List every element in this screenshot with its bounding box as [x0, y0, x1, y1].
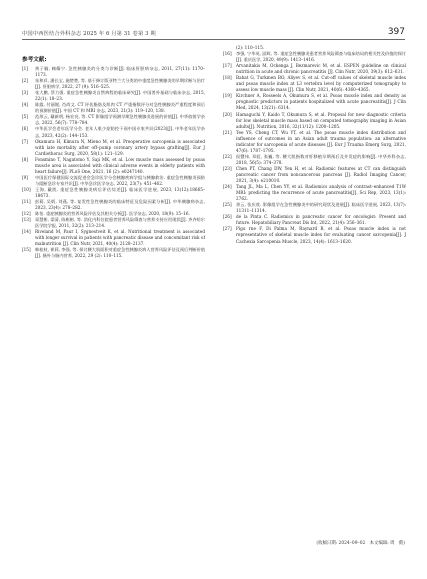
- reference-number: [24]: [223, 184, 232, 190]
- reference-number: [6]: [22, 126, 28, 132]
- page-header: [22, 25, 405, 40]
- reference-item: [223, 202, 406, 214]
- reference-text: 陈怡. 重症胰腺炎的营养风险评估及其相关分析[J]. 医学杂志, 2020, 18(9): 15–16.: [35, 211, 190, 217]
- reference-number: [23]: [223, 165, 232, 171]
- reference-item: [22, 157, 205, 175]
- reference-number: [7]: [22, 138, 28, 144]
- reference-text: 朱和祥, 潘长宝, 施楚楚, 等. 基于修订版亚特兰大分类的中重度急性胰腺炎的早期诊断与治疗[J]. 肝胆病学, 2022, 27 (9): 516–525.: [35, 78, 205, 90]
- reference-text: 中华医学会老年医学分会. 老年人肌少症防控干预中国专家共识(2023)[J]. 中华老年医学杂志, 2023, 42(2): 144–153.: [35, 126, 205, 138]
- reference-text: Arvanitakis M, Ockenga J, Bezmarevic M, et al. ESPEN guideline on clinical nutrition in acute and chronic pancreatitis [J]. Clin Nutr, 2020, 39(3): 612–631.: [236, 63, 406, 75]
- reference-item: [22, 175, 205, 187]
- reference-text: Fonsmino T, Nagatomo Y, Saji MK, et al. Low muscle mass assessed by psoas muscle area is associated with clinical adverse events in elderly patients with heart failure[J]. PLoS One, 2021, 16 (2): e0247140.: [35, 156, 205, 174]
- reference-text: Tang JL, Ma L, Chen YY, et al. Radiomics analysis of contrast–enhanced T1W MRI: predicting the recurrence of acute pancreatitis[J]. Sci Rep, 2023, 13(1): 2762.: [236, 184, 406, 202]
- reference-number: [11]: [22, 199, 31, 205]
- reference-item: [22, 78, 205, 90]
- reference-item: [22, 66, 205, 78]
- reference-item: [22, 187, 205, 199]
- reference-number: [12]: [22, 211, 31, 217]
- reference-number: [13]: [22, 217, 31, 223]
- reference-item: [22, 247, 205, 259]
- reference-number: [1]: [22, 66, 28, 71]
- reference-item: [223, 75, 406, 93]
- reference-number: [20]: [223, 111, 232, 117]
- reference-item: [22, 114, 205, 126]
- reference-item: [22, 199, 205, 211]
- reference-item: [223, 93, 406, 111]
- reference-text: 余云, 张庆欣. 影像组学在急性胰腺炎中的研究现状及进展[J]. 临床医学进展, 2023, 13(7): 11311–11314.: [236, 202, 406, 214]
- reference-text: Okamura H, Kimura N, Mieno M, et al. Preoperative sarcopenia is associated with late mortality after off–pump coronary artery bypass grafting[J]. Eur J Cardiothorac Surg, 2020, 58(1): 121–129.: [35, 138, 205, 156]
- reference-item: [223, 184, 406, 202]
- reference-text: Riveland M, Paur I, Sygnestveit K, et al. Nutritional treatment is associated with longer survival in patients with pancreatic disease and concomitant risk of malnutrition [J]. Clin Nutr, 2021, 40(4): 2128–2137.: [35, 229, 205, 247]
- reference-item: [223, 112, 406, 130]
- reference-number: [21]: [223, 129, 232, 135]
- reference-list-left: [22, 66, 205, 260]
- reference-item: [223, 226, 406, 244]
- reference-item: [223, 214, 406, 226]
- journal-running-title: 中国中西医结合外科杂志 2025 年 6 月第 31 卷第 3 期: [22, 31, 156, 37]
- reference-text: 黄子稿, 赖耀宁. 急性胰腺炎的分类与诊断[J]. 临床肝胆病杂志, 2011, 27(11): 1170–1173.: [35, 66, 205, 78]
- reference-text: 陈露, 付丽媛, 肖尚文. CT 评估脂肪及肌肉 CT 严重指数评分对急性胰腺炎严重程度和预后的预测价值[J]. 中国 CT 和 MRI 杂志, 2023, 21(3): 119–120, 138.: [35, 102, 205, 114]
- reference-item: [22, 217, 205, 229]
- reference-number: [8]: [22, 156, 28, 162]
- reference-number: [18]: [223, 75, 232, 81]
- received-date-note: (收稿日期: 2024–09–02 本文编辑: 周 鹤): [316, 541, 405, 546]
- reference-text: Pigu rne F, Di Palma M, Raynard B, et al. Psoas muscle index is not representative of skeletal muscle index for evaluating cancer sarcopenia[J]. J Cachexia Sarcopenia Muscle, 2023, 14(4): 1613–1620.: [236, 226, 406, 244]
- reference-number: [9]: [22, 174, 28, 180]
- reference-number: [27]: [223, 226, 232, 232]
- reference-item: [223, 130, 406, 154]
- reference-number: [16]: [223, 51, 232, 57]
- reference-item: [223, 154, 406, 166]
- reference-text: 范琼云, 戴新明, 杨宏亮, 等. CT 影像组学预测早期急性胰腺炎进展的价值[J]. 中华放射学杂志, 2022, 56(7): 778–784.: [35, 114, 205, 126]
- reference-text: 彭莉, 吴炳, 刘燕, 等. 复发性急性胰腺炎的临床特征及危险因素分析[J]. 中华胰腺病杂志, 2023, 23(4): 278–282.: [35, 199, 205, 211]
- reference-text: 张大鹏, 蔡力强. 重症急性胰腺炎自然病程的临床研究[J]. 中国普外基础与临床杂志, 2015, 22(1): 18–23.: [35, 90, 205, 102]
- reference-text: Kirchner A, Rosseels A, Okumura S, et al. Psoas muscle index and density as prognostic predictors in patients hospitalized with acute pancreatitis[J]. J Clin Med, 2024, 13(21): 6314.: [236, 93, 406, 111]
- reference-item: [22, 229, 205, 247]
- reference-item: [223, 63, 406, 75]
- reference-number: [2]: [22, 78, 28, 84]
- reference-text: 王海, 戴凯. 重症急性胰腺炎病后评估综述[J]. 临床医学进展, 2023, 13(12):18665–18673.: [35, 186, 205, 198]
- reference-text: Hamaguchi Y, Kaido T, Okumura S, et al. Proposal for new diagnostic criteria for low skeletal muscle mass based on computed tomography imaging in Asian adults[J]. Nutrition, 2016, 32(11/12): 1200–1205.: [236, 111, 406, 129]
- reference-text: Bahat G, Turkmen BO, Aliyev S, et al. Cut-off values of skeletal muscle index and psoas muscle index at L3 vertebra level by computerized tomography to assess low muscle mass [J]. Clin Nutr, 2021, 40(6): 4360–4365.: [236, 75, 406, 93]
- reference-item: [22, 90, 205, 102]
- reference-number: [25]: [223, 202, 232, 208]
- reference-number: [5]: [22, 114, 28, 120]
- page-number: 397: [387, 27, 405, 37]
- reference-item: [22, 102, 205, 114]
- reference-item: [223, 166, 406, 184]
- reference-text: Tee YS, Cheng CT, Wu YT, et al. The psoas muscle index distribution and influence of outcomes in an Asian adult trauma population: an alternative indicator for sarcopenia of acute diseases [J]. Eur J Trauma Emerg Surg, 2021, 47(6): 1787–1795.: [236, 129, 406, 153]
- reference-text: (2): 110–115.: [236, 45, 265, 50]
- right-column: [223, 45, 406, 245]
- reference-number: [10]: [22, 186, 31, 192]
- reference-list-right: [223, 45, 406, 245]
- reference-text: de la Pinta C. Radiomics in pancreatic cancer for oncologist: Present and future. Hepatobiliary Pancreat Dis Int, 2022, 21(4): 356–361.: [236, 214, 406, 226]
- reference-text: 章慧彬, 梁清, 陈彬彬, 等. 消化内科住院患者营养风险筛查与营养支持应用现状[J]. 齐齐哈尔医学院学报, 2011, 32(2): 213–214.: [35, 217, 205, 229]
- reference-number: [19]: [223, 93, 232, 99]
- reference-text: 李强, 宁华英, 邱辉, 等. 重症急性胰腺炎患者营养风险筛查与临床结局的相关性及价值的探讨 [J]. 重庆医学, 2020, 49(9): 1413–1416.: [236, 51, 406, 63]
- reference-number: [26]: [223, 214, 232, 220]
- reference-item: [22, 126, 205, 138]
- reference-number: [3]: [22, 90, 28, 96]
- reference-number: [4]: [22, 102, 28, 108]
- references-heading: 参考文献:: [22, 57, 47, 63]
- reference-number: [15]: [22, 247, 31, 253]
- reference-text: 韩桂枝, 崔莉, 李强, 等. 探讨腰大肌面积对重症急性胰腺炎病人营养风险评估及预后判断价值[J]. 肠外与肠内营养, 2022, 29 (2): 110–115.: [35, 247, 205, 259]
- reference-text: 中国医疗保健国际交流促进会急诊医学分会胰腺疾病学组与胰腺救治. 重症急性胰腺炎预防与阻断急诊专家共识[J]. 中华急诊医学杂志, 2022, 23(7): 451–462.: [35, 174, 205, 186]
- reference-number: [22]: [223, 153, 232, 159]
- reference-text: 侯豐伟, 邓虹, 张巍, 等. 腰大肌指数对肝移植早期预后及并发症的影响[J]. 中华外科杂志, 2018, 56(5): 374–378.: [236, 153, 406, 165]
- reference-text: Chen PT, Chang DW, Yen H, et al. Radiomic features at CT can distinguish pancreatic cancer from noncancerous pancreas [J]. Radiol Imaging Cancer, 2021, 3(4): e210010.: [236, 165, 406, 184]
- reference-item: [22, 139, 205, 157]
- reference-number: [14]: [22, 229, 31, 235]
- reference-number: [17]: [223, 63, 232, 69]
- reference-item: [223, 51, 406, 63]
- left-column: [22, 55, 205, 260]
